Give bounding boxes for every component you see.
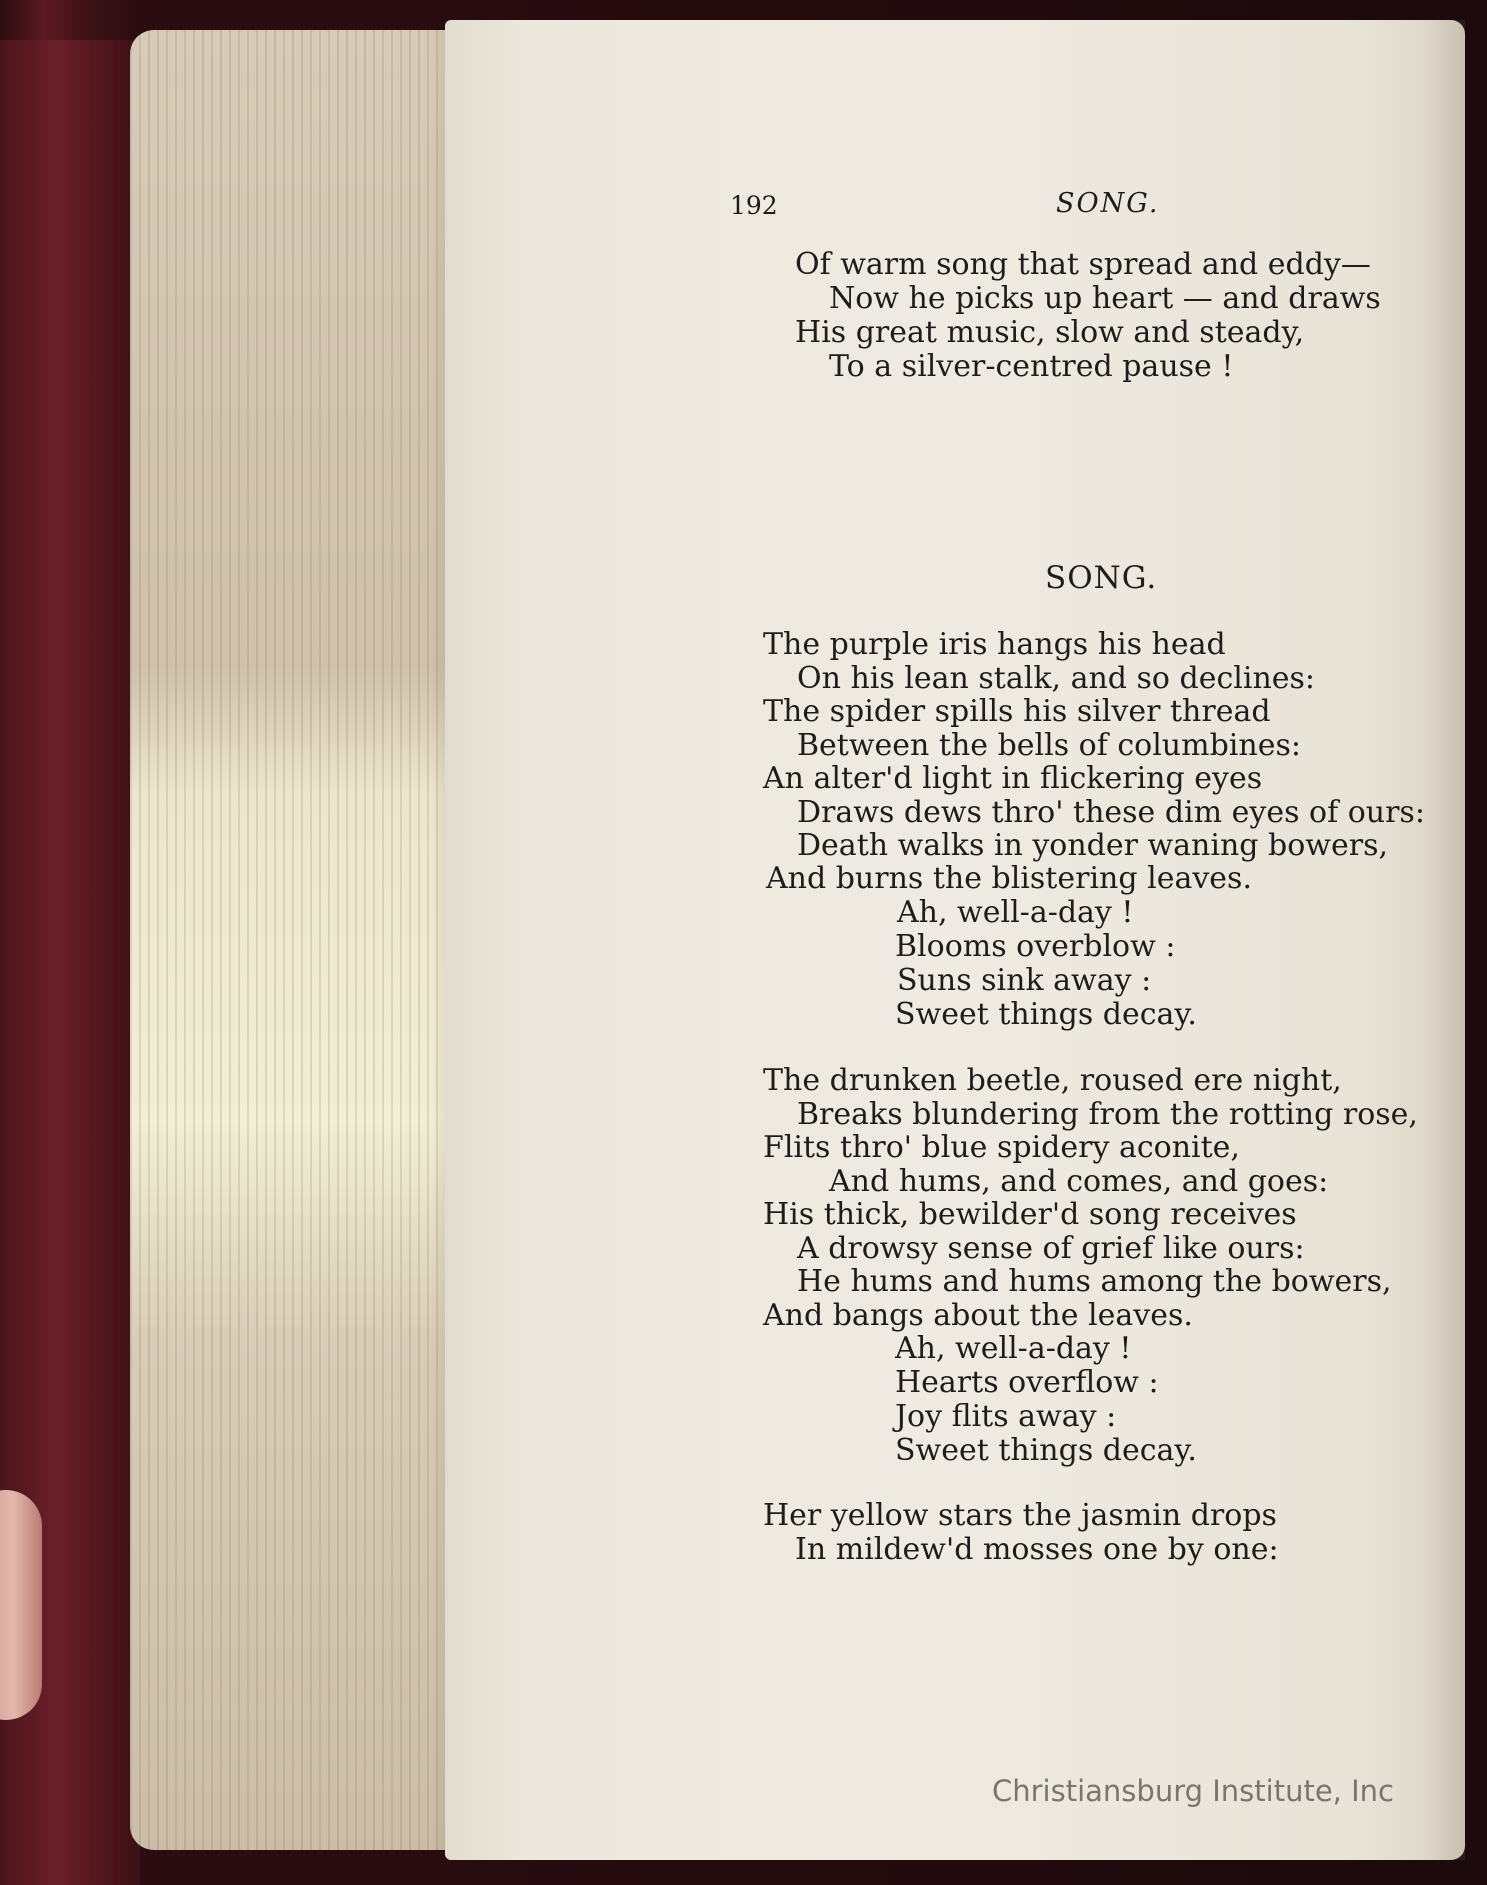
watermark: Christiansburg Institute, Inc [992,1774,1394,1808]
poem-line: The drunken beetle, roused ere night, [763,1063,1342,1098]
poem-line: An alter'd light in flickering eyes [763,761,1263,796]
refrain-line: Suns sink away : [897,963,1152,998]
poem-line: The spider spills his silver thread [763,694,1271,729]
refrain-line: Blooms overblow : [895,929,1176,964]
poem-line: To a silver-centred pause ! [829,349,1234,384]
page-edges [130,30,460,1850]
poem-line: A drowsy sense of grief like ours: [797,1231,1305,1266]
poem-line: His great music, slow and steady, [795,315,1305,350]
poem-line: Draws dews thro' these dim eyes of ours: [797,795,1425,830]
poem-line: Flits thro' blue spidery aconite, [763,1130,1240,1165]
poem-line: And burns the blistering leaves. [766,861,1252,896]
poem-line: On his lean stalk, and so declines: [797,661,1316,696]
poem-line: Between the bells of columbines: [797,728,1301,763]
refrain-line: Sweet things decay. [895,997,1197,1032]
poem-line: Breaks blundering from the rotting rose, [797,1097,1418,1132]
poem-line: And bangs about the leaves. [763,1298,1193,1333]
poem-line: Death walks in yonder waning bowers, [797,828,1389,863]
running-head: SONG. [1056,188,1160,219]
refrain-line: Hearts overflow : [895,1365,1159,1400]
finger [0,1490,42,1720]
poem-line: Of warm song that spread and eddy— [795,247,1371,282]
refrain-line: Sweet things decay. [895,1433,1197,1468]
poem-line: And hums, and comes, and goes: [829,1164,1329,1199]
poem-title: SONG. [1045,560,1158,596]
poem-line: His thick, bewilder'd song receives [763,1197,1297,1232]
page-edge-shadow [1425,20,1465,1860]
poem-line: Now he picks up heart — and draws [829,281,1381,316]
poem-line: In mildew'd mosses one by one: [795,1532,1279,1567]
page-number: 192 [730,191,778,220]
poem-line: Her yellow stars the jasmin drops [763,1498,1277,1533]
refrain-line: Ah, well-a-day ! [895,1331,1132,1366]
poem-line: He hums and hums among the bowers, [797,1264,1392,1299]
poem-line: The purple iris hangs his head [763,627,1226,662]
refrain-line: Ah, well-a-day ! [897,895,1134,930]
refrain-line: Joy flits away : [895,1399,1117,1434]
